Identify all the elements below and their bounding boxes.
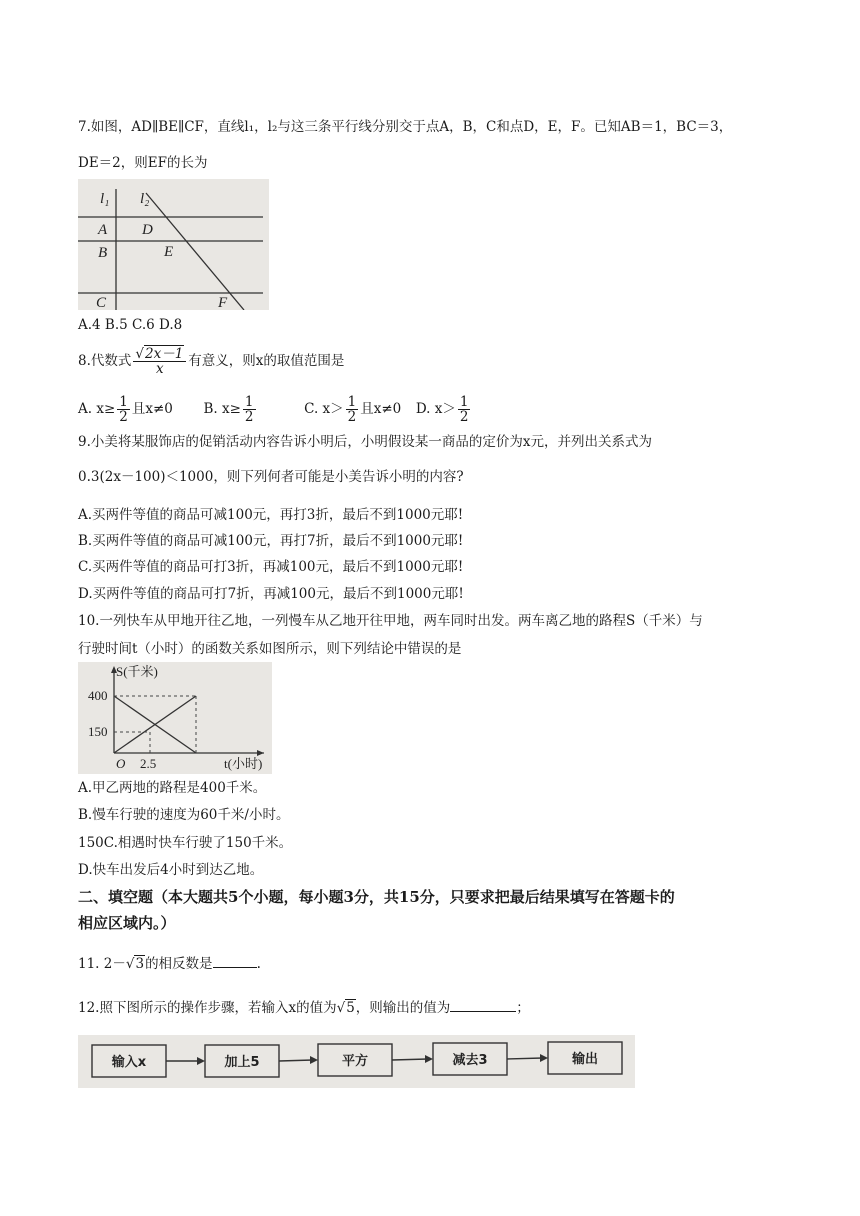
q8-opt-d-pre: D. x＞ (415, 401, 456, 417)
flow-step-add5: 加上5 (224, 1055, 260, 1070)
label-F: F (218, 295, 228, 310)
q11-stem: 11. 2－√3的相反数是 . (78, 956, 261, 972)
q11-answer-blank (213, 967, 257, 968)
q11-prefix: 11. 2－ (78, 956, 126, 972)
flow-step-output: 输出 (571, 1052, 599, 1067)
q8-opt-a (78, 394, 177, 425)
graph-y-tick-400: 400 (88, 688, 108, 703)
q8-opt-b (203, 394, 261, 425)
label-E: E (164, 244, 174, 260)
graph-x-label: t(小时) (224, 756, 263, 771)
q8-opt-a-den: 2 (119, 409, 128, 425)
q9-option-c: C.买两件等值的商品可打3折，再减100元，最后不到1000元耶! (78, 559, 464, 575)
q10-option-b: B.慢车行驶的速度为60千米/小时。 (78, 807, 290, 823)
q8-opt-b-pre: B. x≥ (203, 401, 241, 417)
graph-origin: O (116, 756, 126, 771)
q7-stem-line2: DE＝2，则EF的长为 (78, 155, 208, 171)
flow-step-square: 平方 (341, 1054, 369, 1069)
q8-opt-d-num: 1 (459, 394, 469, 410)
q8-opt-c-num: 1 (347, 394, 357, 410)
q10-graph (78, 662, 272, 774)
q8-opt-c-den: 2 (347, 409, 357, 425)
q8-stem (78, 344, 344, 378)
label-D: D (142, 222, 153, 238)
graph-x-tick-2-5: 2.5 (140, 756, 157, 771)
q11-suffix: 的相反数是 (145, 956, 213, 972)
q8-suffix: 有意义，则x的取值范围是 (188, 353, 345, 369)
q10-option-c: 150C.相遇时快车行驶了150千米。 (78, 835, 293, 851)
parallel-lines-diagram (78, 179, 269, 310)
q11-end: . (256, 956, 261, 972)
q12-radicand: 5 (346, 1000, 355, 1016)
q10-option-d: D.快车出发后4小时到达乙地。 (78, 862, 264, 878)
q8-opt-c (304, 394, 405, 425)
section-2-heading-line1: 二、填空题（本大题共5个小题，每小题3分，共15分，只要求把最后结果填写在答题卡的 (78, 888, 675, 906)
flow-step-input: 输入x (111, 1055, 147, 1070)
q8-opt-a-post: 且x≠0 (131, 401, 173, 417)
label-B: B (98, 245, 108, 261)
label-A: A (98, 222, 108, 238)
q8-opt-a-pre: A. x≥ (78, 401, 116, 417)
label-C: C (96, 295, 107, 310)
distance-time-graph (78, 662, 272, 774)
q12-stem: 12.照下图所示的操作步骤，若输入x的值为√5，则输出的值为 ； (78, 1000, 530, 1016)
q9-stem-line2: 0.3(2x－100)＜1000，则下列何者可能是小美告诉小明的内容? (78, 469, 464, 485)
q8-prefix: 8.代数式 (78, 353, 132, 369)
q9-option-a: A.买两件等值的商品可减100元，再打3折，最后不到1000元耶! (78, 507, 464, 523)
q8-opt-d-den: 2 (459, 409, 469, 425)
graph-y-label: S(千米) (116, 664, 158, 679)
q8-opt-c-post: 且x≠0 (360, 401, 402, 417)
q12-prefix: 12.照下图所示的操作步骤，若输入x的值为 (78, 1000, 337, 1016)
q7-options: A.4 B.5 C.6 D.8 (78, 317, 183, 333)
q8-frac-den: x (156, 361, 164, 377)
q8-options (78, 392, 472, 426)
q11-radicand: 3 (135, 956, 145, 972)
q12-suffix: ，则输出的值为 (355, 1000, 451, 1016)
q8-opt-d (415, 394, 473, 425)
q9-option-d: D.买两件等值的商品可打7折，再减100元，最后不到1000元耶! (78, 586, 464, 602)
q8-opt-b-num: 1 (244, 394, 254, 410)
q12-answer-blank (450, 1011, 516, 1012)
q8-frac-num: 2x－1 (145, 346, 184, 362)
q12-flowchart (78, 1035, 635, 1088)
operation-flowchart (78, 1035, 635, 1088)
q10-stem-line1: 10.一列快车从甲地开往乙地，一列慢车从乙地开往甲地，两车同时出发。两车离乙地的路程S（千米）与 (78, 613, 703, 629)
q7-figure (78, 179, 269, 310)
section-2-heading-line2: 相应区域内。） (78, 914, 176, 932)
q12-end: ； (516, 1000, 530, 1016)
q9-stem-line1: 9.小美将某服饰店的促销活动内容告诉小明后，小明假设某一商品的定价为x元，并列出关系式为 (78, 434, 652, 450)
q8-fraction: $\frac{√2x-1}{x}$ (133, 347, 186, 376)
flow-step-minus3: 减去3 (452, 1053, 488, 1068)
label-l2: l₂ (140, 191, 150, 207)
graph-y-tick-150: 150 (88, 724, 108, 739)
label-l1: l₁ (100, 191, 110, 207)
q7-stem-line1: 7.如图，AD∥BE∥CF，直线l₁，l₂与这三条平行线分别交于点A，B，C和点D，E，F。已知AB＝1，BC＝3， (78, 119, 733, 135)
q10-stem-line2: 行驶时间t（小时）的函数关系如图所示，则下列结论中错误的是 (78, 641, 462, 657)
q8-opt-b-den: 2 (244, 409, 254, 425)
q8-opt-a-num: 1 (119, 394, 128, 410)
q9-option-b: B.买两件等值的商品可减100元，再打7折，最后不到1000元耶! (78, 533, 464, 549)
q8-opt-c-pre: C. x＞ (304, 401, 344, 417)
q10-option-a: A.甲乙两地的路程是400千米。 (78, 780, 267, 796)
